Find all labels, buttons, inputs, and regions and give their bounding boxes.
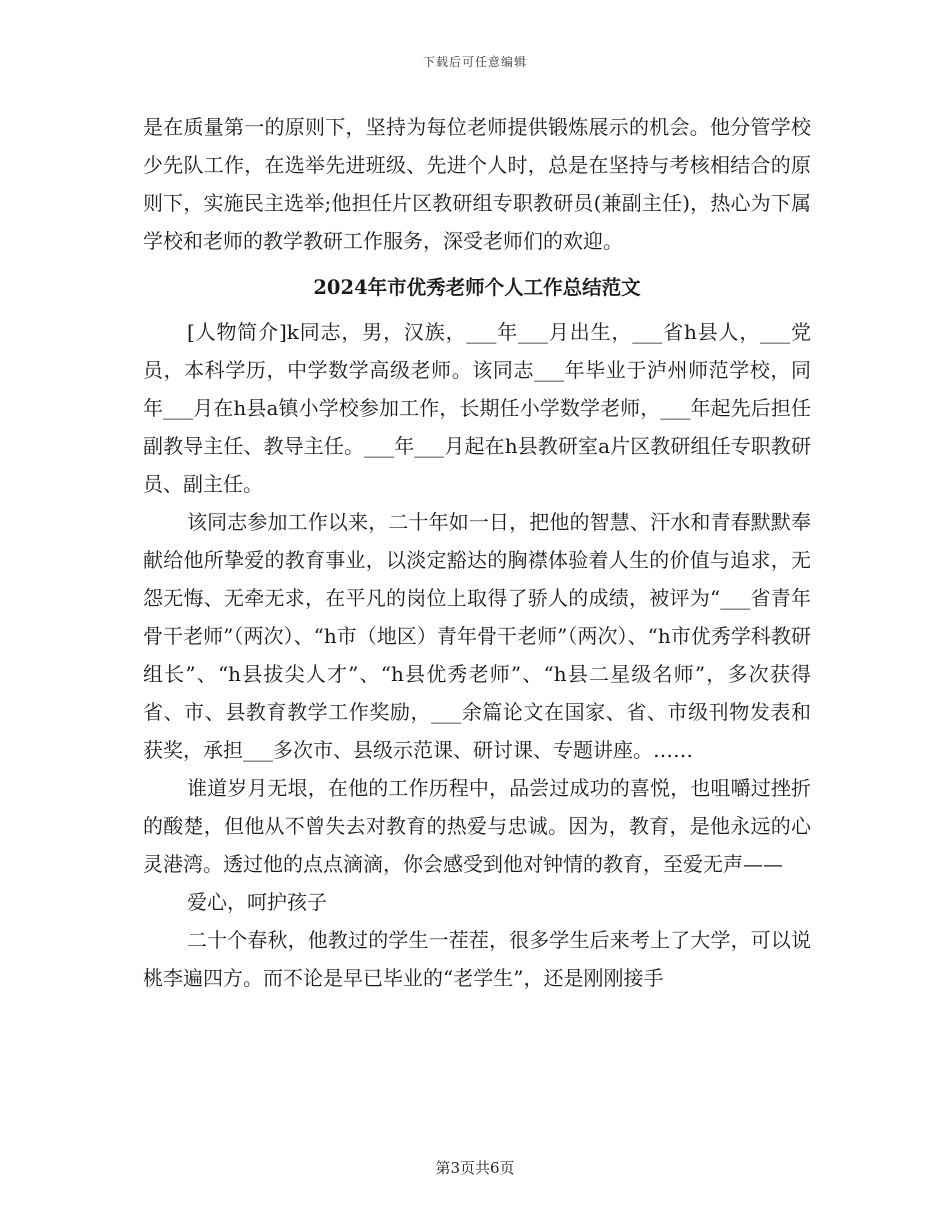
- paragraph-reflection: 谁道岁月无垠，在他的工作历程中，品尝过成功的喜悦，也咀嚼过挫折的酸楚，但他从不曾失去对教育的热爱与忠诚。因为，教育，是他永远的心灵港湾。透过他的点点滴滴，你会感受到他对钟情的教育，至爱无声——: [143, 776, 811, 876]
- download-editable-note: 下载后可任意编辑: [422, 55, 527, 69]
- paragraph-students: 二十个春秋，他教过的学生一茬茬，很多学生后来考上了大学，可以说桃李遍四方。而不论是早已毕业的“老学生”，还是刚刚接手: [143, 928, 811, 990]
- continued-paragraph: 是在质量第一的原则下，坚持为每位老师提供锻炼展示的机会。他分管学校少先队工作，在选举先进班级、先进个人时，总是在坚持与考核相结合的原则下，实施民主选举;他担任片区教研组专职教研员(兼副主任)，热心为下属学校和老师的教学教研工作服务，深受老师们的欢迎。: [143, 115, 811, 253]
- paragraph-profile: [人物简介]k同志，男，汉族，___年___月出生，___省h县人，___党员，本科学历，中学数学高级老师。该同志___年毕业于泸州师范学校，同年___月在h县a镇小学校参加工作，长期任小学数学老师，___年起先后担任副教导主任、教导主任。___年___月起在h县教研室a片区教研组任专职教研员、副主任。: [143, 320, 811, 496]
- document-body: [143, 108, 811, 997]
- page-number: 第3页共6页: [435, 1159, 515, 1177]
- article-title: 2024年市优秀老师个人工作总结范文: [313, 276, 641, 299]
- section-heading-love: 爱心，呵护孩子: [187, 890, 327, 914]
- paragraph-achievements: 该同志参加工作以来，二十年如一日，把他的智慧、汗水和青春默默奉献给他所挚爱的教育事业，以淡定豁达的胸襟体验着人生的价值与追求，无怨无悔、无牵无求，在平凡的岗位上取得了骄人的成绩，被评为“___省青年骨干老师”（两次）、“h市（地区）青年骨干老师”（两次）、“h市优秀学科教研组长”、“h县拔尖人才”、“h县优秀老师”、“h县二星级名师”，多次获得省、市、县教育教学工作奖励，___余篇论文在国家、省、市级刊物发表和获奖，承担___多次市、县级示范课、研讨课、专题讲座。……: [143, 510, 811, 762]
